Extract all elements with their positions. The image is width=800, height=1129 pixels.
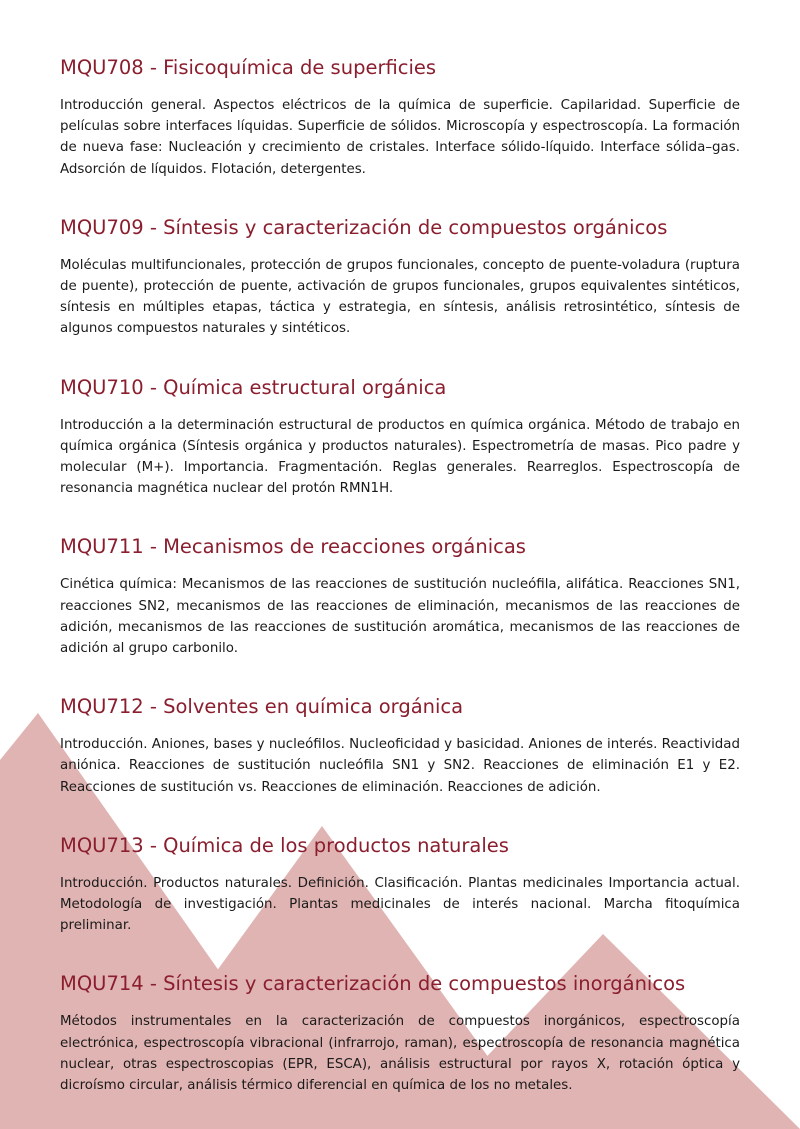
course-title: MQU713 - Química de los productos naturales [60,833,509,857]
course-description: Moléculas multifuncionales, protección de grupos funcionales, concepto de puente-voladura (ruptura de puente), protección de puente, activación de grupos funcionales, grupos equivalentes sintéticos, síntesis en múltiples etapas, táctica y estrategia, en síntesis, análisis retrosintético, síntesis de algunos compuestos naturales y sintéticos. [60,257,740,337]
course-title: MQU709 - Síntesis y caracterización de compuestos orgánicos [60,215,668,239]
course-mqu710 [60,375,740,500]
course-mqu711 [60,534,740,659]
course-mqu713 [60,833,740,937]
course-mqu709 [60,215,740,340]
course-description: Cinética química: Mecanismos de las reacciones de sustitución nucleófila, alifática. Reacciones SN1, reacciones SN2, mecanismos de las reacciones de eliminación, mecanismos de las reacciones de adición, mecanismos de las reacciones de sustitución aromática, mecanismos de las reacciones de adición al grupo carbonilo. [60,577,740,657]
course-description: Introducción general. Aspectos eléctricos de la química de superficie. Capilaridad. Superficie de películas sobre interfaces líquidas. Superficie de sólidos. Microscopía y espectroscopía. La formación de nueva fase: Nucleación y crecimiento de cristales. Interface sólido-líquido. Interface sólida–gas. Adsorción de líquidos. Flotación, detergentes. [60,98,740,177]
course-description: Métodos instrumentales en la caracterización de compuestos inorgánicos, espectroscopía electrónica, espectroscopía vibracional (infrarrojo, raman), espectroscopía de resonancia magnética nuclear, otras espectroscopias (EPR, ESCA), análisis estructural por rayos X, rotación óptica y dicroísmo circular, análisis térmico diferencial en química de los no metales. [60,1014,740,1094]
course-description: Introducción. Productos naturales. Definición. Clasificación. Plantas medicinales Importancia actual. Metodología de investigación. Plantas medicinales de interés nacional. Marcha fitoquímica preliminar. [60,875,740,934]
course-description: Introducción a la determinación estructural de productos en química orgánica. Método de trabajo en química orgánica (Síntesis orgánica y productos naturales). Espectrometría de masas. Pico padre y molecular (M+). Importancia. Fragmentación. Reglas generales. Rearreglos. Espectroscopía de resonancia magnética nuclear del protón RMN1H. [60,417,740,497]
course-mqu712 [60,694,740,798]
course-title: MQU711 - Mecanismos de reacciones orgánicas [60,535,526,559]
course-title: MQU714 - Síntesis y caracterización de compuestos inorgánicos [60,972,686,996]
course-title: MQU712 - Solventes en química orgánica [60,695,464,719]
course-description: Introducción. Aniones, bases y nucleófilos. Nucleoficidad y basicidad. Aniones de interés. Reactividad aniónica. Reacciones de sustitución nucleófila SN1 y SN2. Reacciones de eliminación E1 y E2. Reacciones de sustitución vs. Reacciones de eliminación. Reacciones de adición. [60,737,741,795]
course-title: MQU708 - Fisicoquímica de superficies [60,56,437,79]
course-mqu708 [60,55,740,180]
course-mqu714 [60,971,740,1096]
course-title: MQU710 - Química estructural orgánica [60,375,447,399]
